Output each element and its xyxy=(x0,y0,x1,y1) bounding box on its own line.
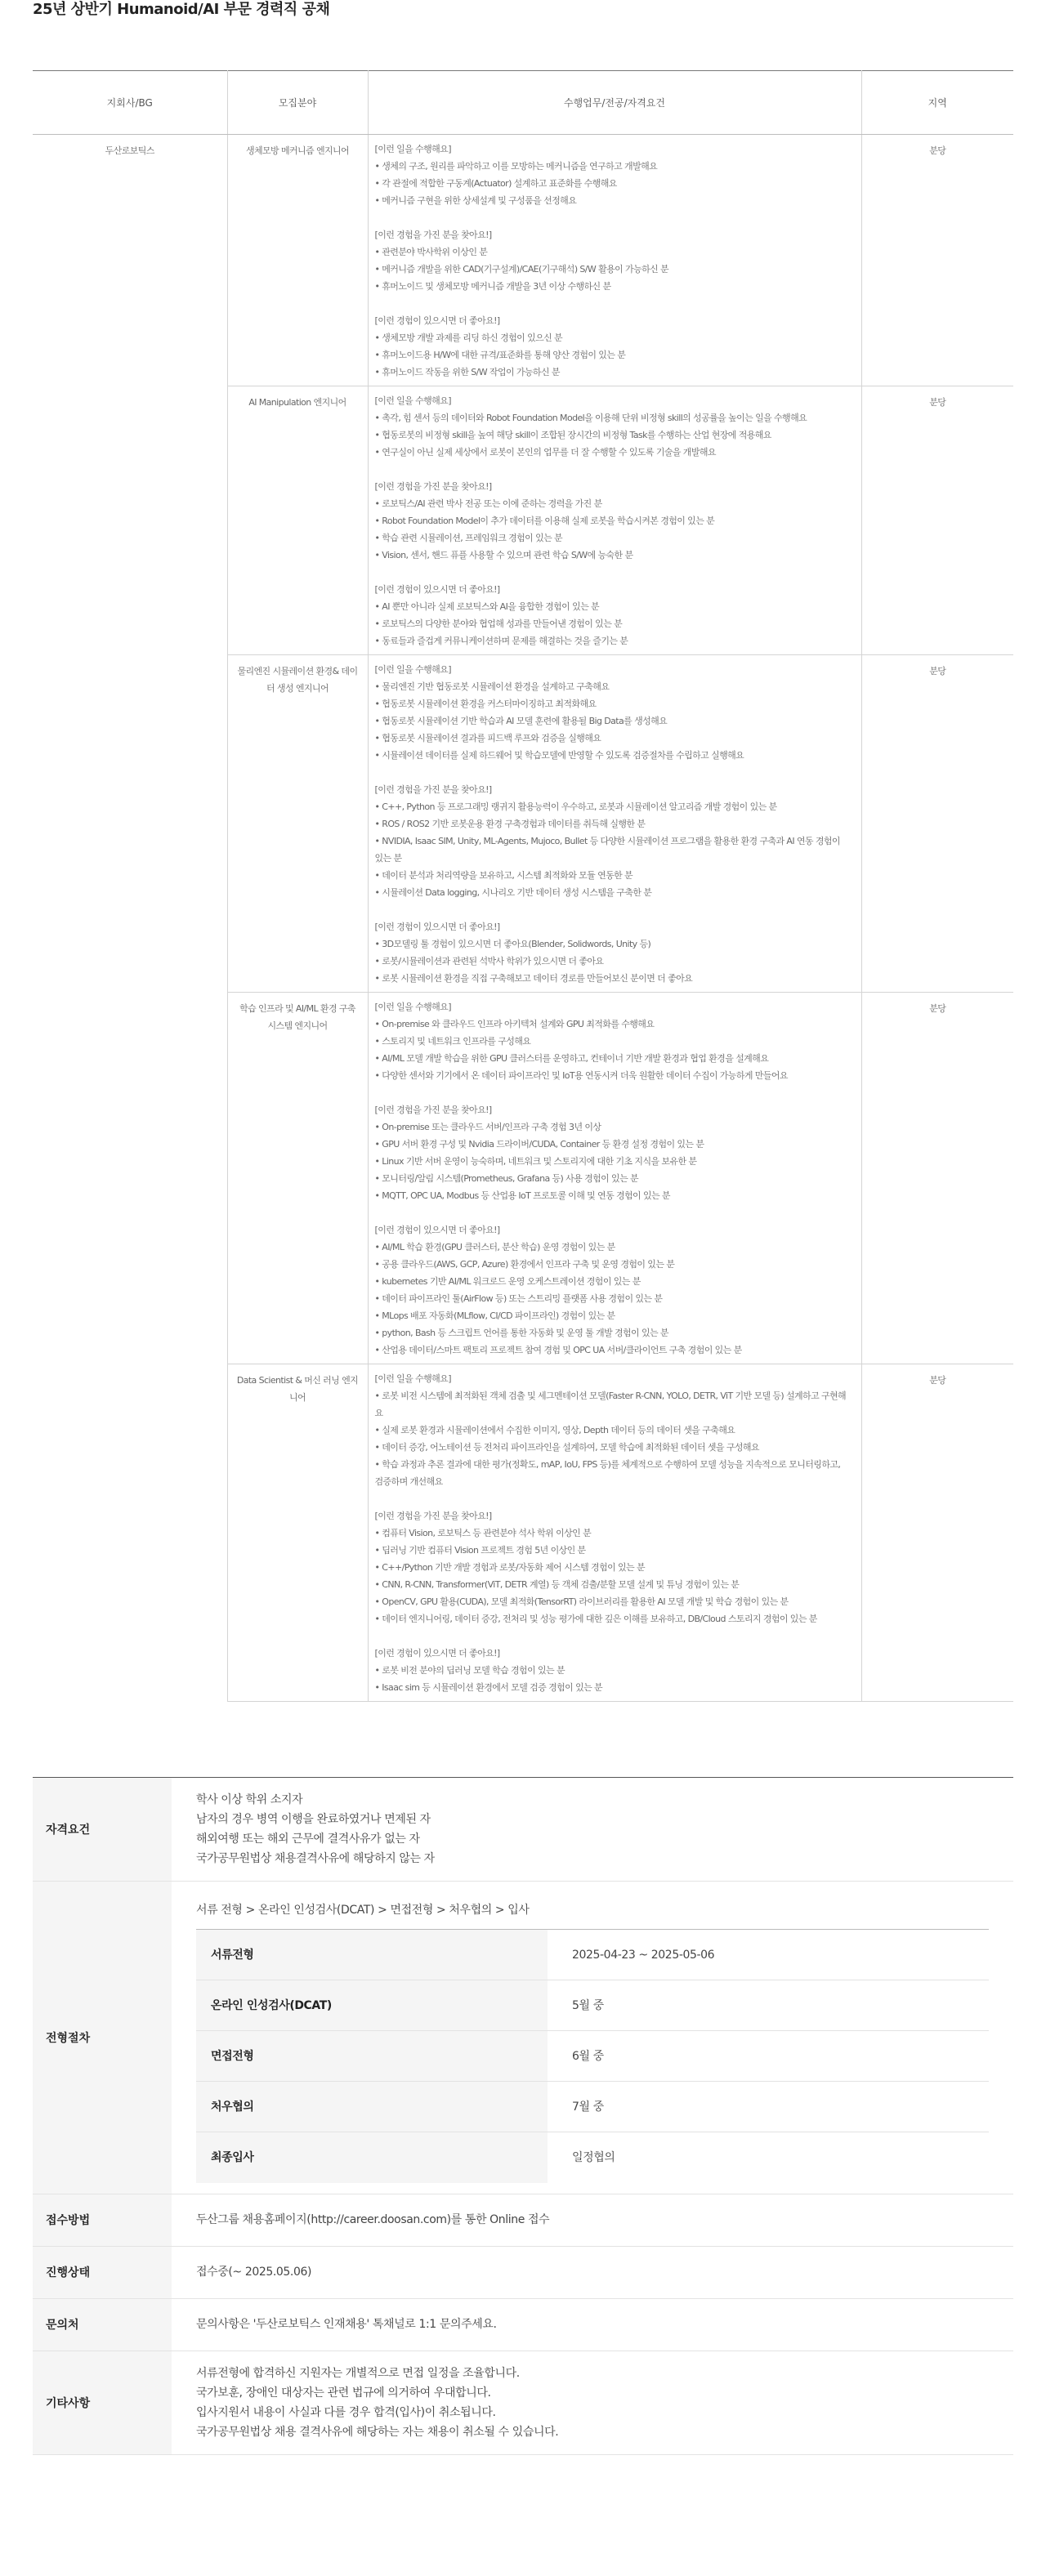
duty-line: • On-premise 또는 클라우드 서버/인프라 구축 경험 3년 이상 xyxy=(374,1122,601,1132)
duty-line: • AI/ML 모델 개발 학습을 위한 GPU 클러스터를 운영하고, 컨테이너 기반 개발 환경과 협업 환경을 설계해요 xyxy=(374,1053,769,1064)
etc-line: 국가보훈, 장애인 대상자는 관련 법규에 의거하여 우대합니다. xyxy=(196,2386,491,2400)
info-row-process xyxy=(33,1882,1013,2194)
process-step-name: 서류전형 xyxy=(196,1930,548,1980)
duty-group xyxy=(375,581,850,650)
duty-group-heading: [이런 경험이 있으시면 더 좋아요!] xyxy=(374,922,500,932)
duty-group xyxy=(375,998,850,1084)
duty-line: • Vision, 센서, 핸드 퓨플 사용할 수 있으며 관련 학습 S/W에 능숙한 분 xyxy=(374,550,633,560)
duty-line: • 생체모방 개발 과제를 리딩 하신 경험이 있으신 분 xyxy=(374,333,563,343)
duty-line: • 로봇 비전 분야의 딥러닝 모델 학습 경험이 있는 분 xyxy=(374,1665,565,1676)
duty-group xyxy=(375,1101,850,1204)
duty-line: • 데이터 분석과 처리역량을 보유하고, 시스템 최적화와 모듈 연동한 분 xyxy=(374,870,633,881)
process-step-row xyxy=(196,2031,989,2082)
duty-group xyxy=(375,1507,850,1627)
duty-group-heading: [이런 경험을 가진 분을 찾아요!] xyxy=(374,784,492,795)
process-step-date: 5월 중 xyxy=(548,1980,989,2031)
duty-line: • 공용 클라우드(AWS, GCP, Azure) 환경에서 인프라 구축 및 운영 경험이 있는 분 xyxy=(374,1259,675,1270)
qualification-line: 학사 이상 학위 소지자 xyxy=(196,1793,303,1806)
duty-line: • 로봇/시뮬레이션과 관련된 석박사 학위가 있으시면 더 좋아요 xyxy=(374,956,604,967)
duty-cell xyxy=(368,993,861,1364)
duty-line: • 물리엔진 기반 협동로봇 시뮬레이션 환경을 설계하고 구축해요 xyxy=(374,681,610,692)
duty-line: • 생체의 구조, 원리를 파악하고 이를 모방하는 메커니즘을 연구하고 개발해요 xyxy=(374,161,658,172)
duty-line: • C++/Python 기반 개발 경험과 로봇/자동화 제어 시스템 경험이 있는 분 xyxy=(374,1562,646,1573)
duty-group xyxy=(375,781,850,901)
duty-line: • Isaac sim 등 시뮬레이션 환경에서 모델 검증 경험이 있는 분 xyxy=(374,1682,603,1693)
duty-line: • 학습 과정과 추론 결과에 대한 평가(정확도, mAP, IoU, FPS 등)를 체계적으로 수행하여 모델 성능을 지속적으로 모니터링하고, 검증하며 개선해요 xyxy=(374,1459,841,1487)
process-steps-table xyxy=(196,1929,989,2183)
duty-line: • 데이터 엔지니어링, 데이터 증강, 전처리 및 성능 평가에 대한 깊은 이해를 보유하고, DB/Cloud 스토리지 경험이 있는 분 xyxy=(374,1614,817,1624)
info-row-status xyxy=(33,2246,1013,2298)
process-flow: 서류 전형 > 온라인 인성검사(DCAT) > 면접전형 > 처우협의 > 입사 xyxy=(196,1904,530,1917)
duty-line: • 시뮬레이션 데이터를 실제 하드웨어 및 학습모델에 반영할 수 있도록 검증절차를 수립하고 실행해요 xyxy=(374,750,744,761)
field-name: 물리엔진 시뮬레이션 환경& 데이터 생성 엔지니어 xyxy=(227,655,368,993)
apply-value: 두산그룹 채용홈페이지(http://career.doosan.com)를 통한 Online 접수 xyxy=(172,2194,1013,2246)
duty-group xyxy=(375,392,850,461)
duty-line: • kubernetes 기반 AI/ML 워크로드 운영 오케스트레이션 경험이 있는 분 xyxy=(374,1276,641,1287)
duty-line: • CNN, R-CNN, Transformer(ViT, DETR 계열) 등 객체 검출/분할 모델 설계 및 튜닝 경험이 있는 분 xyxy=(374,1579,740,1590)
region: 분당 xyxy=(861,386,1013,655)
process-step-name: 최종입사 xyxy=(196,2132,548,2183)
field-name: Data Scientist & 머신 러닝 엔지니어 xyxy=(227,1364,368,1702)
etc-line: 서류전형에 합격하신 지원자는 개별적으로 면접 일정을 조율합니다. xyxy=(196,2366,520,2380)
duty-line: • 다양한 센서와 기기에서 온 데이터 파이프라인 및 IoT용 연동시켜 더욱 원활한 데이터 수집이 가능하게 만들어요 xyxy=(374,1070,788,1081)
process-step-date: 7월 중 xyxy=(548,2082,989,2132)
info-table xyxy=(33,1777,1013,2455)
duty-line: • C++, Python 등 프로그래밍 랭귀지 활용능력이 우수하고, 로봇과 시뮬레이션 알고리즘 개발 경험이 있는 분 xyxy=(374,801,777,812)
duty-line: • 스토리지 및 네트워크 인프라를 구성해요 xyxy=(374,1036,531,1047)
duty-line: • 협동로봇 시뮬레이션 환경을 커스터마이징하고 최적화해요 xyxy=(374,699,597,709)
process-step-name: 면접전형 xyxy=(196,2031,548,2082)
process-step-name: 처우협의 xyxy=(196,2082,548,2132)
duty-line: • 딥러닝 기반 컴퓨터 Vision 프로젝트 경험 5년 이상인 분 xyxy=(374,1545,586,1556)
duty-line: • Linux 기반 서버 운영이 능숙하며, 네트워크 및 스토리지에 대한 기초 지식을 보유한 분 xyxy=(374,1156,697,1167)
duty-line: • 협동로봇 시뮬레이션 결과를 피드백 루프와 검증을 실행해요 xyxy=(374,733,601,743)
duty-line: • 시뮬레이션 Data logging, 시나리오 기반 데이터 생성 시스템을 구축한 분 xyxy=(374,887,652,898)
recruit-table xyxy=(33,70,1013,1702)
duty-group xyxy=(375,1645,850,1696)
duty-group-heading: [이런 경험을 가진 분을 찾아요!] xyxy=(374,481,492,492)
duty-group-heading: [이런 경험을 가진 분을 찾아요!] xyxy=(374,1105,492,1115)
duty-group xyxy=(375,226,850,295)
apply-label: 접수방법 xyxy=(33,2194,172,2246)
region: 분당 xyxy=(861,655,1013,993)
process-step-date: 일정협의 xyxy=(572,2150,615,2164)
duty-line: • 협동로봇의 비정형 skill을 높여 해당 skill이 조합된 장시간의 비정형 Task를 수행하는 산업 현장에 적용해요 xyxy=(374,430,771,440)
header-region: 지역 xyxy=(861,71,1013,135)
field-name: 생체모방 메커니즘 엔지니어 xyxy=(227,135,368,386)
duty-group xyxy=(375,141,850,209)
duty-group-heading: [이런 일을 수행해요] xyxy=(374,1373,451,1384)
etc-label: 기타사항 xyxy=(33,2351,172,2454)
etc-line: 국가공무원법상 채용 결격사유에 해당하는 자는 채용이 취소될 수 있습니다. xyxy=(196,2425,559,2439)
info-row-etc xyxy=(33,2351,1013,2454)
duty-line: • 실제 로봇 환경과 시뮬레이션에서 수집한 이미지, 영상, Depth 데이터 등의 데이터 셋을 구축해요 xyxy=(374,1425,735,1435)
qualification-line: 국가공무원법상 채용결격사유에 해당하지 않는 자 xyxy=(196,1852,435,1865)
duty-line: • 휴머노이드용 H/W에 대한 규격/표준화를 통해 양산 경험이 있는 분 xyxy=(374,350,626,360)
duty-line: • 관련분야 박사학위 이상인 분 xyxy=(374,247,488,257)
contact-label: 문의처 xyxy=(33,2298,172,2351)
duty-line: • 연구실이 아닌 실제 세상에서 로봇이 본인의 업무를 더 잘 수행할 수 있도록 기술을 개발해요 xyxy=(374,447,716,458)
region: 분당 xyxy=(861,135,1013,386)
duty-group-heading: [이런 경험을 가진 분을 찾아요!] xyxy=(374,1511,492,1521)
etc-value xyxy=(172,2351,1013,2454)
duty-line: • 로봇 비전 시스템에 최적화된 객체 검출 및 세그멘테이션 모델(Faster R-CNN, YOLO, DETR, ViT 기반 모델 등) 설계하고 구현해요 xyxy=(374,1391,847,1418)
duty-group-heading: [이런 일을 수행해요] xyxy=(374,144,451,154)
recruit-table-body xyxy=(33,135,1013,1702)
etc-line: 입사지원서 내용이 사실과 다를 경우 합격(입사)이 취소됩니다. xyxy=(196,2405,496,2419)
info-row-apply xyxy=(33,2194,1013,2246)
duty-line: • OpenCV, GPU 활용(CUDA), 모델 최적화(TensorRT) 라이브러리를 활용한 AI 모델 개발 및 학습 경험이 있는 분 xyxy=(374,1596,789,1607)
duty-line: • MLops 배포 자동화(MLflow, CI/CD 파이프라인) 경험이 있는 분 xyxy=(374,1310,615,1321)
duty-group-heading: [이런 일을 수행해요] xyxy=(374,395,451,406)
process-step-row xyxy=(196,1930,989,1980)
info-row-contact xyxy=(33,2298,1013,2351)
field-name: 학습 인프라 및 AI/ML 환경 구축 시스템 엔지니어 xyxy=(227,993,368,1364)
duty-line: • 산업용 데이터/스마트 팩토리 프로젝트 참여 경험 및 OPC UA 서버/클라이언트 구축 경험이 있는 분 xyxy=(374,1345,742,1355)
process-value xyxy=(172,1882,1013,2194)
recruit-table-header xyxy=(33,71,1013,135)
duty-group xyxy=(375,1370,850,1490)
process-step-name: 온라인 인성검사(DCAT) xyxy=(196,1980,548,2031)
contact-value: 문의사항은 '두산로보틱스 인재채용' 톡채널로 1:1 문의주세요. xyxy=(172,2298,1013,2351)
qualification-line: 남자의 경우 병역 이행을 완료하였거나 면제된 자 xyxy=(196,1813,431,1826)
header-duty: 수행업무/전공/자격요건 xyxy=(368,71,861,135)
duty-cell xyxy=(368,1364,861,1702)
duty-group xyxy=(375,918,850,987)
duty-line: • Robot Foundation Model이 추가 데이터를 이용해 실제 로봇을 학습시켜본 경험이 있는 분 xyxy=(374,516,715,526)
duty-line: • 메커니즘 구현을 위한 상세설계 및 구성품을 선정해요 xyxy=(374,195,577,206)
process-step-row xyxy=(196,2082,989,2132)
info-row-qualification xyxy=(33,1778,1013,1882)
process-step-row xyxy=(196,2132,989,2183)
duty-line: • 휴머노이드 및 생체모방 메커니즘 개발을 3년 이상 수행하신 분 xyxy=(374,281,611,292)
duty-line: • On-premise 와 클라우드 인프라 아키텍처 설계와 GPU 최적화를 수행해요 xyxy=(374,1019,655,1029)
recruit-row xyxy=(33,135,1013,386)
duty-line: • 로보틱스의 다양한 분야와 협업해 성과를 만들어낸 경험이 있는 분 xyxy=(374,618,623,629)
duty-cell xyxy=(368,655,861,993)
duty-line: • 데이터 파이프라인 툴(AirFlow 등) 또는 스트리밍 플랫폼 사용 경험이 있는 분 xyxy=(374,1293,663,1304)
duty-line: • 로봇 시뮬레이션 환경을 직접 구축해보고 데이터 경로를 만들어보신 분이면 더 좋아요 xyxy=(374,973,693,984)
bg-name: 두산로보틱스 xyxy=(105,145,154,156)
duty-group xyxy=(375,478,850,564)
duty-cell xyxy=(368,386,861,655)
duty-line: • 메커니즘 개발을 위한 CAD(기구설계)/CAE(기구해석) S/W 활용이 가능하신 분 xyxy=(374,264,669,275)
region: 분당 xyxy=(861,1364,1013,1702)
duty-line: • 동료들과 즐겁게 커뮤니케이션하며 문제를 해결하는 것을 즐기는 분 xyxy=(374,636,628,646)
duty-group-heading: [이런 경험이 있으시면 더 좋아요!] xyxy=(374,1648,500,1659)
process-step-date: 2025-04-23 ~ 2025-05-06 xyxy=(548,1930,989,1980)
duty-group-heading: [이런 일을 수행해요] xyxy=(374,1002,451,1012)
duty-group-heading: [이런 경험이 있으시면 더 좋아요!] xyxy=(374,1225,500,1235)
process-label: 전형절차 xyxy=(33,1882,172,2194)
duty-group-heading: [이런 경험이 있으시면 더 좋아요!] xyxy=(374,315,500,326)
duty-cell xyxy=(368,135,861,386)
header-field: 모집분야 xyxy=(227,71,368,135)
header-bg: 지회사/BG xyxy=(33,71,227,135)
page-title: 25년 상반기 Humanoid/AI 부문 경력직 공채 xyxy=(33,1,330,18)
qualification-line: 해외여행 또는 해외 근무에 결격사유가 없는 자 xyxy=(196,1833,420,1846)
duty-line: • 협동로봇 시뮬레이션 기반 학습과 AI 모델 훈련에 활용될 Big Data를 생성해요 xyxy=(374,716,668,726)
duty-line: • 휴머노이드 작동을 위한 S/W 작업이 가능하신 분 xyxy=(374,367,560,377)
duty-line: • MQTT, OPC UA, Modbus 등 산업용 IoT 프로토콜 이해 및 연동 경험이 있는 분 xyxy=(374,1190,670,1201)
duty-line: • 3D모델링 툴 경험이 있으시면 더 좋아요(Blender, Solidwords, Unity 등) xyxy=(374,939,651,949)
qualification-label: 자격요건 xyxy=(33,1778,172,1882)
duty-line: • AI/ML 학습 환경(GPU 클러스터, 분산 학습) 운영 경험이 있는 분 xyxy=(374,1242,615,1252)
region: 분당 xyxy=(861,993,1013,1364)
duty-line: • 모니터링/알림 시스템(Prometheus, Grafana 등) 사용 경험이 있는 분 xyxy=(374,1173,639,1184)
duty-group xyxy=(375,661,850,764)
duty-line: • 데이터 증강, 어노테이션 등 전처리 파이프라인을 설계하여, 모델 학습에 최적화된 데이터 셋을 구성해요 xyxy=(374,1442,759,1453)
qualification-value xyxy=(172,1778,1013,1882)
duty-line: • 각 관절에 적합한 구동계(Actuator) 설계하고 표준화를 수행해요 xyxy=(374,178,617,189)
duty-line: • 로보틱스/AI 관련 박사 전공 또는 이에 준하는 경력을 가진 분 xyxy=(374,498,602,509)
duty-line: • python, Bash 등 스크립트 언어를 통한 자동화 및 운영 툴 개발 경험이 있는 분 xyxy=(374,1328,668,1338)
duty-group-heading: [이런 경험이 있으시면 더 좋아요!] xyxy=(374,584,500,595)
duty-group xyxy=(375,1221,850,1359)
process-step-date: 6월 중 xyxy=(548,2031,989,2082)
status-label: 진행상태 xyxy=(33,2246,172,2298)
duty-line: • GPU 서버 환경 구성 및 Nvidia 드라이버/CUDA, Container 등 환경 설정 경험이 있는 분 xyxy=(374,1139,704,1150)
process-step-row xyxy=(196,1980,989,2031)
duty-line: • ROS / ROS2 기반 로봇운용 환경 구축경험과 데이터를 취득해 실행한 분 xyxy=(374,819,646,829)
duty-group xyxy=(375,312,850,381)
duty-group-heading: [이런 경험을 가진 분을 찾아요!] xyxy=(374,230,492,240)
field-name: AI Manipulation 엔지니어 xyxy=(227,386,368,655)
duty-line: • AI 뿐만 아니라 실제 로보틱스와 AI을 융합한 경험이 있는 분 xyxy=(374,601,600,612)
duty-line: • 촉각, 힘 센서 등의 데이터와 Robot Foundation Model을 이용해 단위 비정형 skill의 성공률을 높이는 일을 수행해요 xyxy=(374,413,807,423)
duty-line: • 컴퓨터 Vision, 로보틱스 등 관련분야 석사 학위 이상인 분 xyxy=(374,1528,592,1538)
duty-line: • 학습 관련 시뮬레이션, 프레임워크 경험이 있는 분 xyxy=(374,533,563,543)
duty-line: • NVIDIA, Isaac SIM, Unity, ML-Agents, Mujoco, Bullet 등 다양한 시뮬레이션 프로그램을 활용한 환경 구축과 AI 연동 경험이 있는 분 xyxy=(374,836,840,864)
status-value: 접수중(~ 2025.05.06) xyxy=(172,2246,1013,2298)
duty-group-heading: [이런 일을 수행해요] xyxy=(374,664,451,675)
